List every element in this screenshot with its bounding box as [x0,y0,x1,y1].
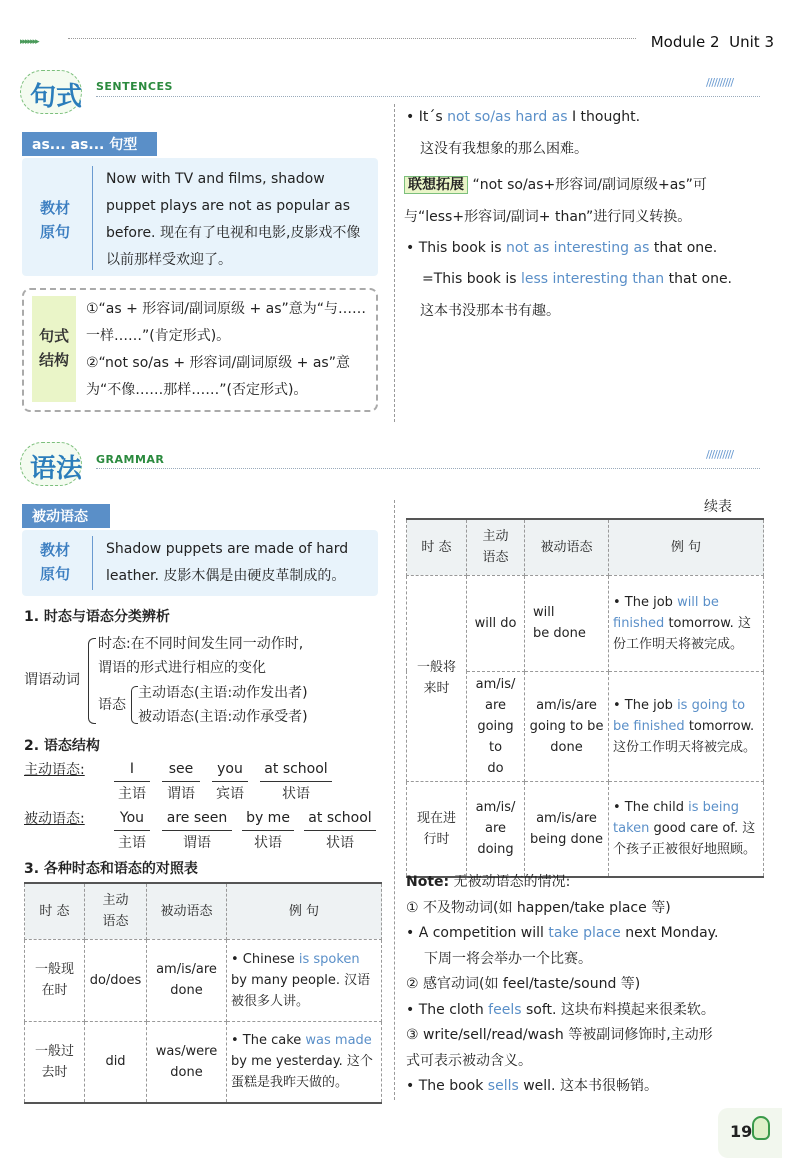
header-rule [68,38,636,39]
grammar-hatch: ////////// [706,448,734,461]
label-divider [92,166,93,270]
structure-text: ①“as + 形容词/副词原级 + as”意为“与……一样……”(肯定形式)。 ②“not so/as + 形容词/副词原级 + as”意为“不像……那样……”(否定形式)。 [86,301,367,398]
note-item-3b: 式可表示被动含义。 [406,1052,532,1069]
lightbulb-icon [752,1116,770,1140]
cell-example: • The job is going to be finished tomorrow. 这份工作明天将被完成。 [609,671,764,781]
passive-voice-tag: 被动语态 [22,504,110,528]
verb-brace [88,638,96,724]
cell-active: am/is/ are doing [467,781,525,877]
th-passive: 被动语态 [525,519,609,575]
active-role-verb: 谓语 [167,786,195,802]
table-row [25,1021,382,1103]
cell-active: am/is/ are going to do [467,671,525,781]
passive-role-verb: 谓语 [183,835,211,851]
cell-example: • The child is being taken good care of. 这个孩子正被很好地照顾。 [609,781,764,877]
textbook-sentence-box [22,158,378,276]
cell-example: • Chinese is spoken by many people. 汉语被很多人讲。 [227,939,382,1021]
note-block [406,870,778,1100]
sentences-hatch: ////////// [706,76,734,89]
voice-label: 语态 [98,697,126,713]
verb-label: 谓语动词 [24,672,80,688]
grammar-textbook-sentence: Shadow puppets are made of hard leather. 皮影木偶是由硬皮革制成的。 [106,541,349,584]
heading-2: 2. 语态结构 [24,738,100,754]
table-header-row [25,883,382,939]
tense-table-right [406,518,764,878]
extend-tag: 联想拓展 [404,176,468,194]
note-item-3a: ③ write/sell/read/wash 等被副词修饰时,主动形 [406,1027,713,1043]
active-label: 主动语态: [24,762,85,778]
grammar-label-divider [92,536,93,590]
tense-line-b: 谓语的形式进行相应的变化 [98,660,266,676]
example-interesting: • This book is not as interesting as that one. [406,240,718,256]
passive-word-verb: are seen [162,806,232,831]
th-tense: 时 态 [407,519,467,575]
th-active: 主动 语态 [467,519,525,575]
cell-active: did [85,1021,147,1103]
voice-active: 主动语态(主语:动作发出者) [138,685,308,701]
voice-passive: 被动语态(主语:动作承受者) [138,709,308,725]
cell-passive: was/were done [147,1021,227,1103]
structure-label: 句式 结构 [32,296,76,402]
voice-brace [131,686,138,724]
grammar-en-title: GRAMMAR [96,453,165,466]
cell-tense: 一般现 在时 [25,939,85,1021]
heading-3: 3. 各种时态和语态的对照表 [24,861,198,877]
note-example-3: • The book sells well. 这本书很畅销。 [406,1078,658,1094]
th-example: 例 句 [609,519,764,575]
cell-example: • The job will be finished tomorrow. 这份工作明天将被完成。 [609,575,764,671]
column-divider-top [394,104,395,422]
cell-tense: 一般将 来时 [407,575,467,781]
example-less-cn: 这本书没那本书有趣。 [420,303,560,319]
textbook-sentence: Now with TV and films, shadow puppet plays are not as popular as before. 现在有了电视和电影,皮影戏不像以前那样受欢迎了。 [106,171,361,268]
as-as-tag: as... as... 句型 [22,132,157,156]
passive-role-agent: 状语 [254,835,282,851]
cell-active: do/does [85,939,147,1021]
passive-role-adverbial: 状语 [326,835,354,851]
continued-label: 续表 [704,499,732,515]
cell-example: • The cake was made by me yesterday. 这个蛋糕是我昨天做的。 [227,1021,382,1103]
sentences-rule [96,96,760,97]
example-less-interesting: =This book is less interesting than that one. [422,271,733,287]
active-structure [114,757,354,807]
passive-word-subject: You [114,806,150,831]
structure-box [22,288,378,412]
passive-word-adverbial: at school [304,806,376,831]
sentences-title: 句式 [30,82,83,112]
textbook-label: 教材 原句 [40,199,71,241]
active-word-adverbial: at school [260,757,332,782]
table-row [25,939,382,1021]
th-passive: 被动语态 [147,883,227,939]
note-item-1: ① 不及物动词(如 happen/take place 等) [406,899,671,916]
page-number: 19 [730,1122,753,1141]
cell-tense: 现在进 行时 [407,781,467,877]
example-hard: • It´s not so/as hard as I thought. [406,109,641,125]
note-example-1-cn: 下周一将会举办一个比赛。 [424,950,592,967]
cell-tense: 一般过 去时 [25,1021,85,1103]
grammar-textbook-label: 教材 原句 [40,541,71,583]
passive-word-agent: by me [242,806,294,831]
th-example: 例 句 [227,883,382,939]
sentences-en-title: SENTENCES [96,80,173,93]
cell-passive: am/is/are going to be done [525,671,609,781]
grammar-title: 语法 [30,454,83,484]
active-role-adverbial: 状语 [282,786,310,802]
tense-table-left [24,882,382,1104]
note-title-line: Note: 无被动语态的情况: [406,874,571,890]
table-row [407,781,764,877]
table-header-row [407,519,764,575]
cell-active: will do [467,575,525,671]
extend-line1: 联想拓展 “not so/as+形容词/副词原级+as”可 [404,172,776,198]
grammar-rule [96,468,760,469]
header-arrows: ▸▸▸▸▸▸▸ [20,37,38,47]
active-word-verb: see [162,757,200,782]
column-divider-bottom [394,500,395,1100]
note-example-2: • The cloth feels soft. 这块布料摸起来很柔软。 [406,1001,715,1018]
table-row [407,575,764,671]
note-item-2: ② 感官动词(如 feel/taste/sound 等) [406,976,641,992]
cell-passive: will be done [525,575,609,671]
passive-label: 被动语态: [24,811,85,827]
passive-structure [114,806,374,856]
cell-passive: am/is/are being done [525,781,609,877]
cell-passive: am/is/are done [147,939,227,1021]
header-module-unit: Module 2 Unit 3 [650,33,774,51]
th-tense: 时 态 [25,883,85,939]
heading-1: 1. 时态与语态分类辨析 [24,609,170,625]
passive-role-subject: 主语 [118,835,146,851]
active-role-object: 宾语 [216,786,244,802]
tense-line-a: 时态:在不同时间发生同一动作时, [98,636,304,652]
example-hard-cn: 这没有我想象的那么困难。 [420,141,588,157]
active-role-subject: 主语 [118,786,146,802]
extend-line2: 与“less+形容词/副词+ than”进行同义转换。 [404,209,692,225]
note-example-1: • A competition will take place next Monday. [406,925,719,941]
active-word-object: you [212,757,248,782]
th-active: 主动 语态 [85,883,147,939]
active-word-subject: I [114,757,150,782]
grammar-textbook-box [22,530,378,596]
